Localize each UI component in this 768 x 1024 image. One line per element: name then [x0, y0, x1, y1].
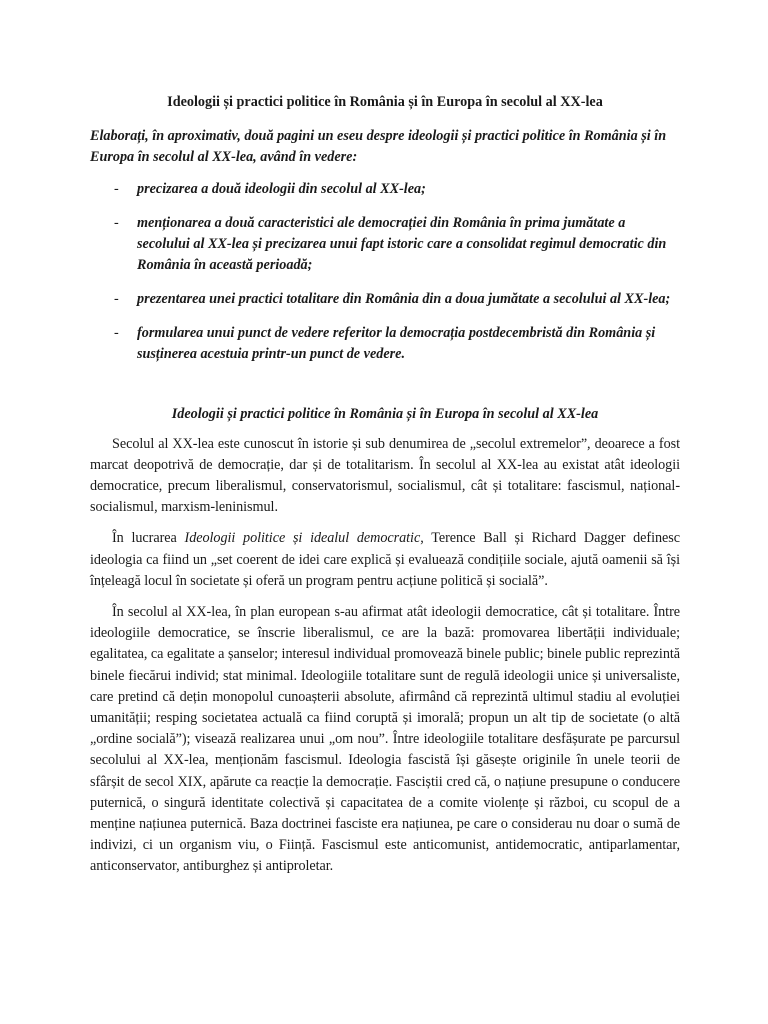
task-item: [90, 289, 680, 310]
essay-title: Ideologii și practici politice în România și în Europa în secolul al XX-lea: [171, 405, 599, 422]
task-item-text: prezentarea unei practici totalitare din România din a doua jumătate a secolului al XX-lea;: [137, 291, 671, 308]
task-item-text: precizarea a două ideologii din secolul al XX-lea;: [137, 181, 426, 197]
bullet-dash: -: [114, 291, 119, 308]
task-item-text: menționarea a două caracteristici ale democrației din România în prima jumătate a secolului al XX-lea și precizarea unui fapt istoric care a consolidat regimul democratic din România în această perioadă;: [137, 214, 667, 274]
essay-paragraph: În secolul al XX-lea, în plan european s-au afirmat atât ideologii democratice, cât și totalitare. Între ideologiile democratice, se înscrie liberalismul, ce are la bază: promovarea libertății individuale; egalitatea, ca egalitate a șanselor; interesul individual promovează binele public; binele public reprezintă binele fiecărui individ; stat minimal. Ideologiile totalitare sunt de regulă ideologii unice și universaliste, care pretind că dețin monopolul cunoașterii absolute, afirmând că reprezintă ultimul stadiu al evoluției umanității; resping societatea actuală ca fiind coruptă și imorală; propun un alt tip de societate (o altă „ordine socială”); visează realizarea unui „om nou”. Între ideologiile totalitare desfășurate pe parcursul secolului al XX-lea, menționăm fascismul. Ideologia fascistă își găsește originile în unele teorii de sfârșit de secol XIX, apărute ca reacție la democrație. Fasciștii cred că, o națiune presupune o conducere puternică, o singură identitate colectivă și capacitatea de a comite violențe și război, cu scopul de a menține națiunea puternică. Baza doctrinei fasciste era națiunea, pe care o considerau nu doar o sumă de indivizi, ci un organism viu, o Ființă. Fascismul este anticomunist, antidemocratic, antiparlamentar, anticonservator, antiburghez și antiproletar.: [90, 604, 680, 875]
task-list: [90, 179, 680, 366]
essay-paragraph: [90, 528, 680, 592]
task-item: [90, 323, 680, 366]
document-title: Ideologii și practici politice în România și în Europa în secolul al XX-lea: [167, 94, 603, 110]
task-item: [90, 213, 680, 277]
bullet-dash: -: [114, 324, 119, 341]
paragraph-text: În lucrarea: [112, 530, 185, 547]
bullet-dash: -: [114, 181, 119, 197]
task-item-text: formularea unui punct de vedere referitor la democrația postdecembristă din România și susținerea acestuia printr-un punct de vedere.: [137, 324, 656, 363]
paragraph-text: , Terence Ball și Richard Dagger definesc ideologia ca fiind un „set coerent de idei care explică și evaluează condițiile sociale, ajută oamenii să își înțeleagă locul în societate și oferă un program pentru acțiune politică și socială”.: [90, 530, 680, 589]
bullet-dash: -: [114, 214, 119, 231]
essay-paragraph: Secolul al XX-lea este cunoscut în istorie și sub denumirea de „secolul extremelor”, deoarece a fost marcat deopotrivă de democrație, dar și de totalitarism. În secolul al XX-lea au existat atât ideologii democratice, precum liberalismul, conservatorismul, socialismul, cât și totalitare: fascismul, național-socialismul, marxism-leninismul.: [90, 435, 680, 516]
book-title: Ideologii politice și idealul democratic: [184, 530, 421, 547]
task-item: [90, 179, 680, 200]
task-intro: Elaborați, în aproximativ, două pagini un eseu despre ideologii și practici politice în România și în Europa în secolul al XX-lea, având în vedere:: [90, 128, 667, 165]
